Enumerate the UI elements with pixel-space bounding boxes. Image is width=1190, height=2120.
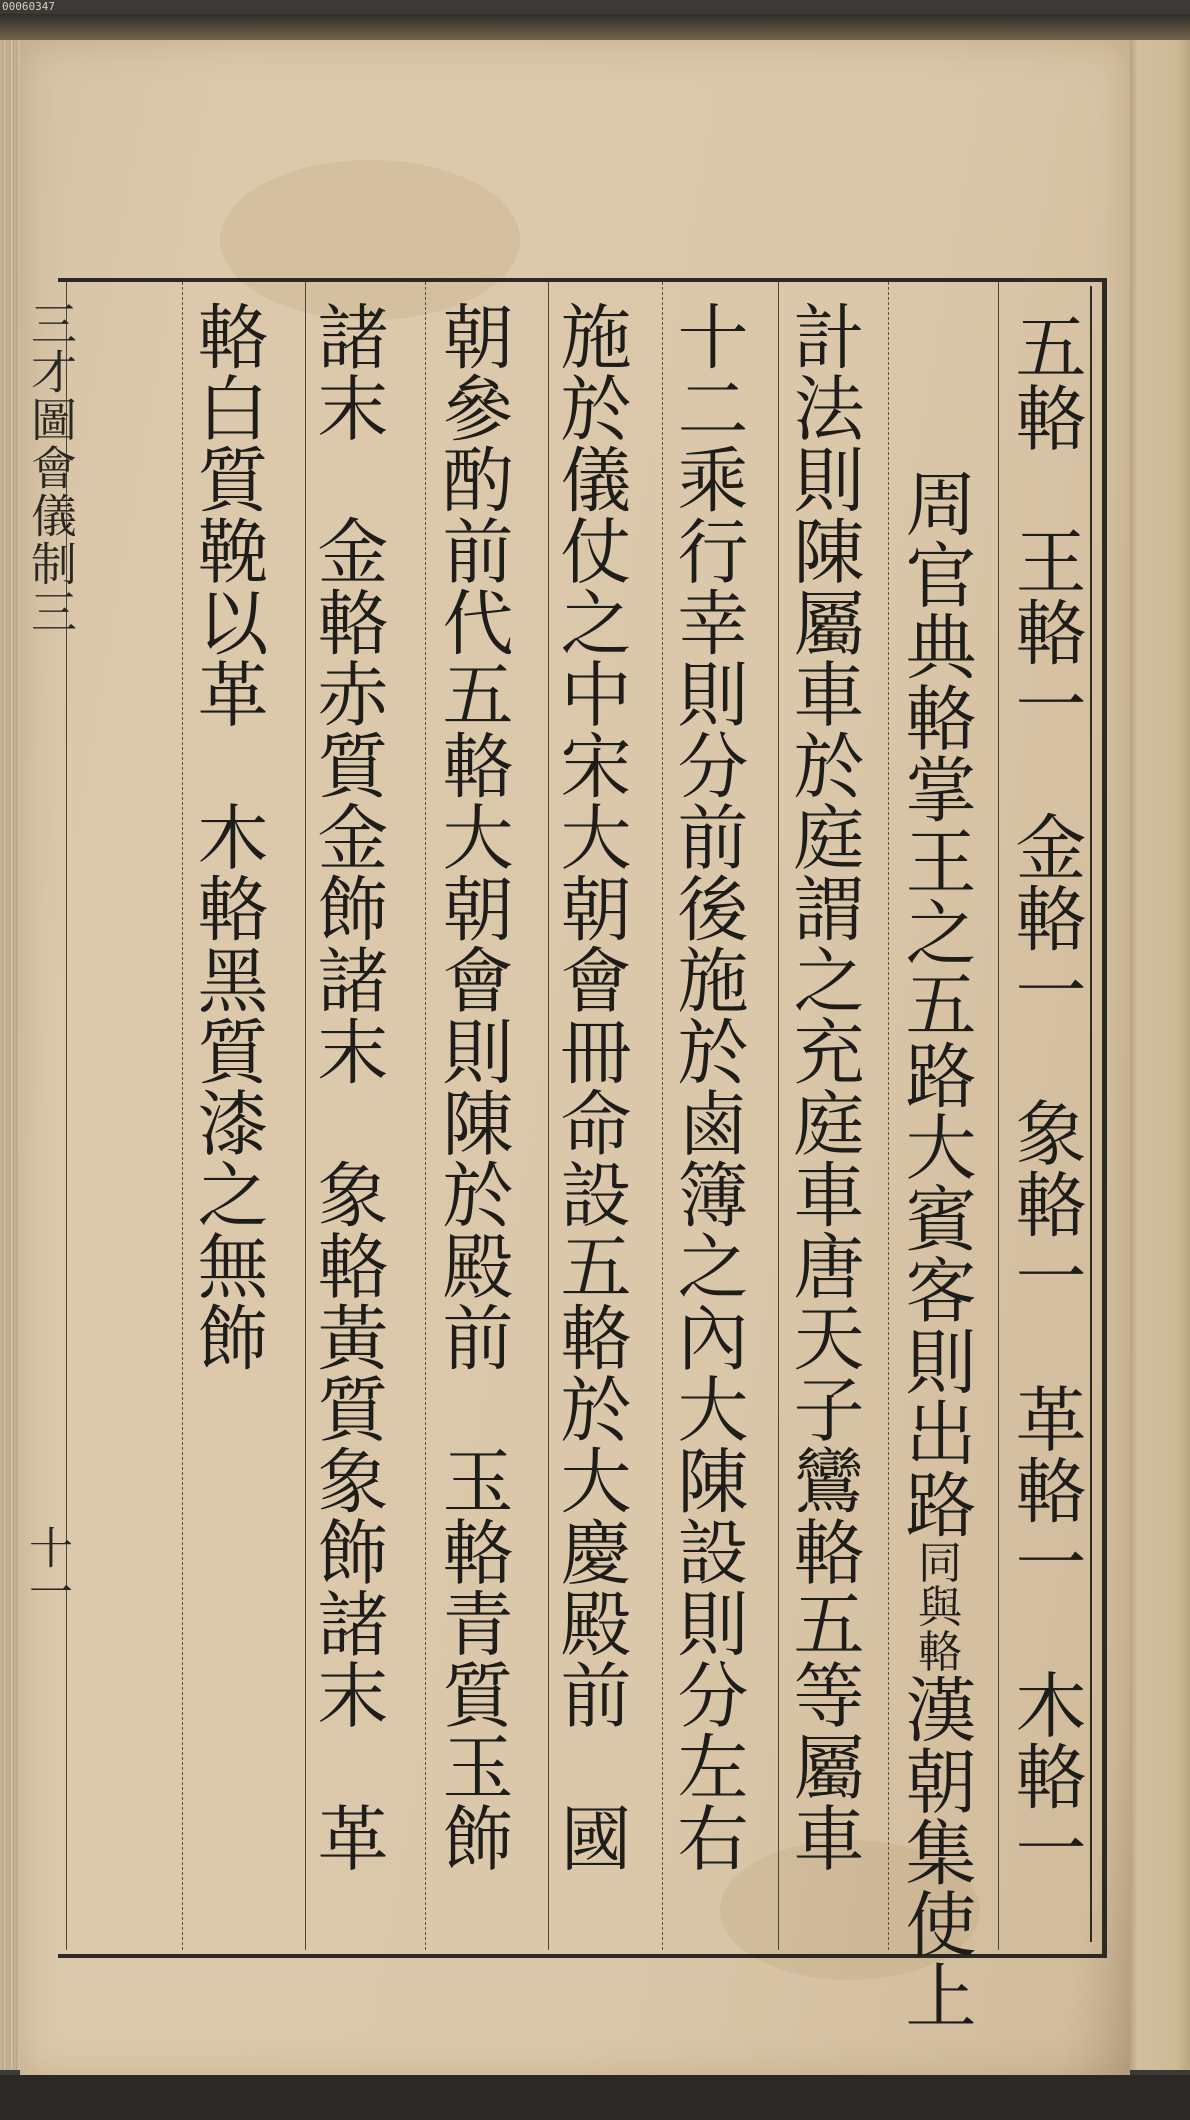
frame-inner-rule — [1090, 286, 1092, 1942]
column-rule — [662, 282, 663, 1950]
book-bottom-edge — [0, 2075, 1190, 2120]
column-rule — [425, 282, 426, 1950]
scan-id-label: 00060347 — [2, 0, 55, 13]
folio-number: 十一 — [21, 1525, 72, 1613]
column-2-main: 周官典輅掌王之五路大賓客則出路 — [894, 467, 977, 1540]
text-column-4: 十二乘行幸則分前後施於鹵簿之內大陳設則分左右 — [666, 300, 749, 1873]
column-rule — [778, 282, 779, 1950]
text-column-1: 五輅 王輅一 金輅一 象輅一 革輅一 木輅一 — [1004, 310, 1087, 1883]
text-column-8: 輅白質鞔以革 木輅黑質漆之無飾 — [186, 300, 269, 1373]
column-2-annotation: 同與輅 — [910, 1539, 961, 1673]
column-2-tail: 漢朝集使上 — [894, 1673, 977, 2031]
margin-title: 三才圖會儀制三 — [24, 300, 78, 636]
facing-page-edge — [1125, 40, 1190, 2070]
text-column-7: 諸末 金輅赤質金飾諸末 象輅黃質象飾諸末 革 — [306, 300, 389, 1873]
column-rule — [182, 282, 183, 1950]
text-column-3: 計法則陳屬車於庭謂之充庭車唐天子鸞輅五等屬車 — [782, 300, 865, 1873]
text-column-2 — [894, 300, 1042, 2031]
text-column-5: 施於儀仗之中宋大朝會冊命設五輅於大慶殿前 國 — [549, 300, 632, 1873]
column-rule — [888, 282, 889, 1950]
text-column-6: 朝參酌前代五輅大朝會則陳於殿前 玉輅青質玉飾 — [431, 300, 514, 1873]
